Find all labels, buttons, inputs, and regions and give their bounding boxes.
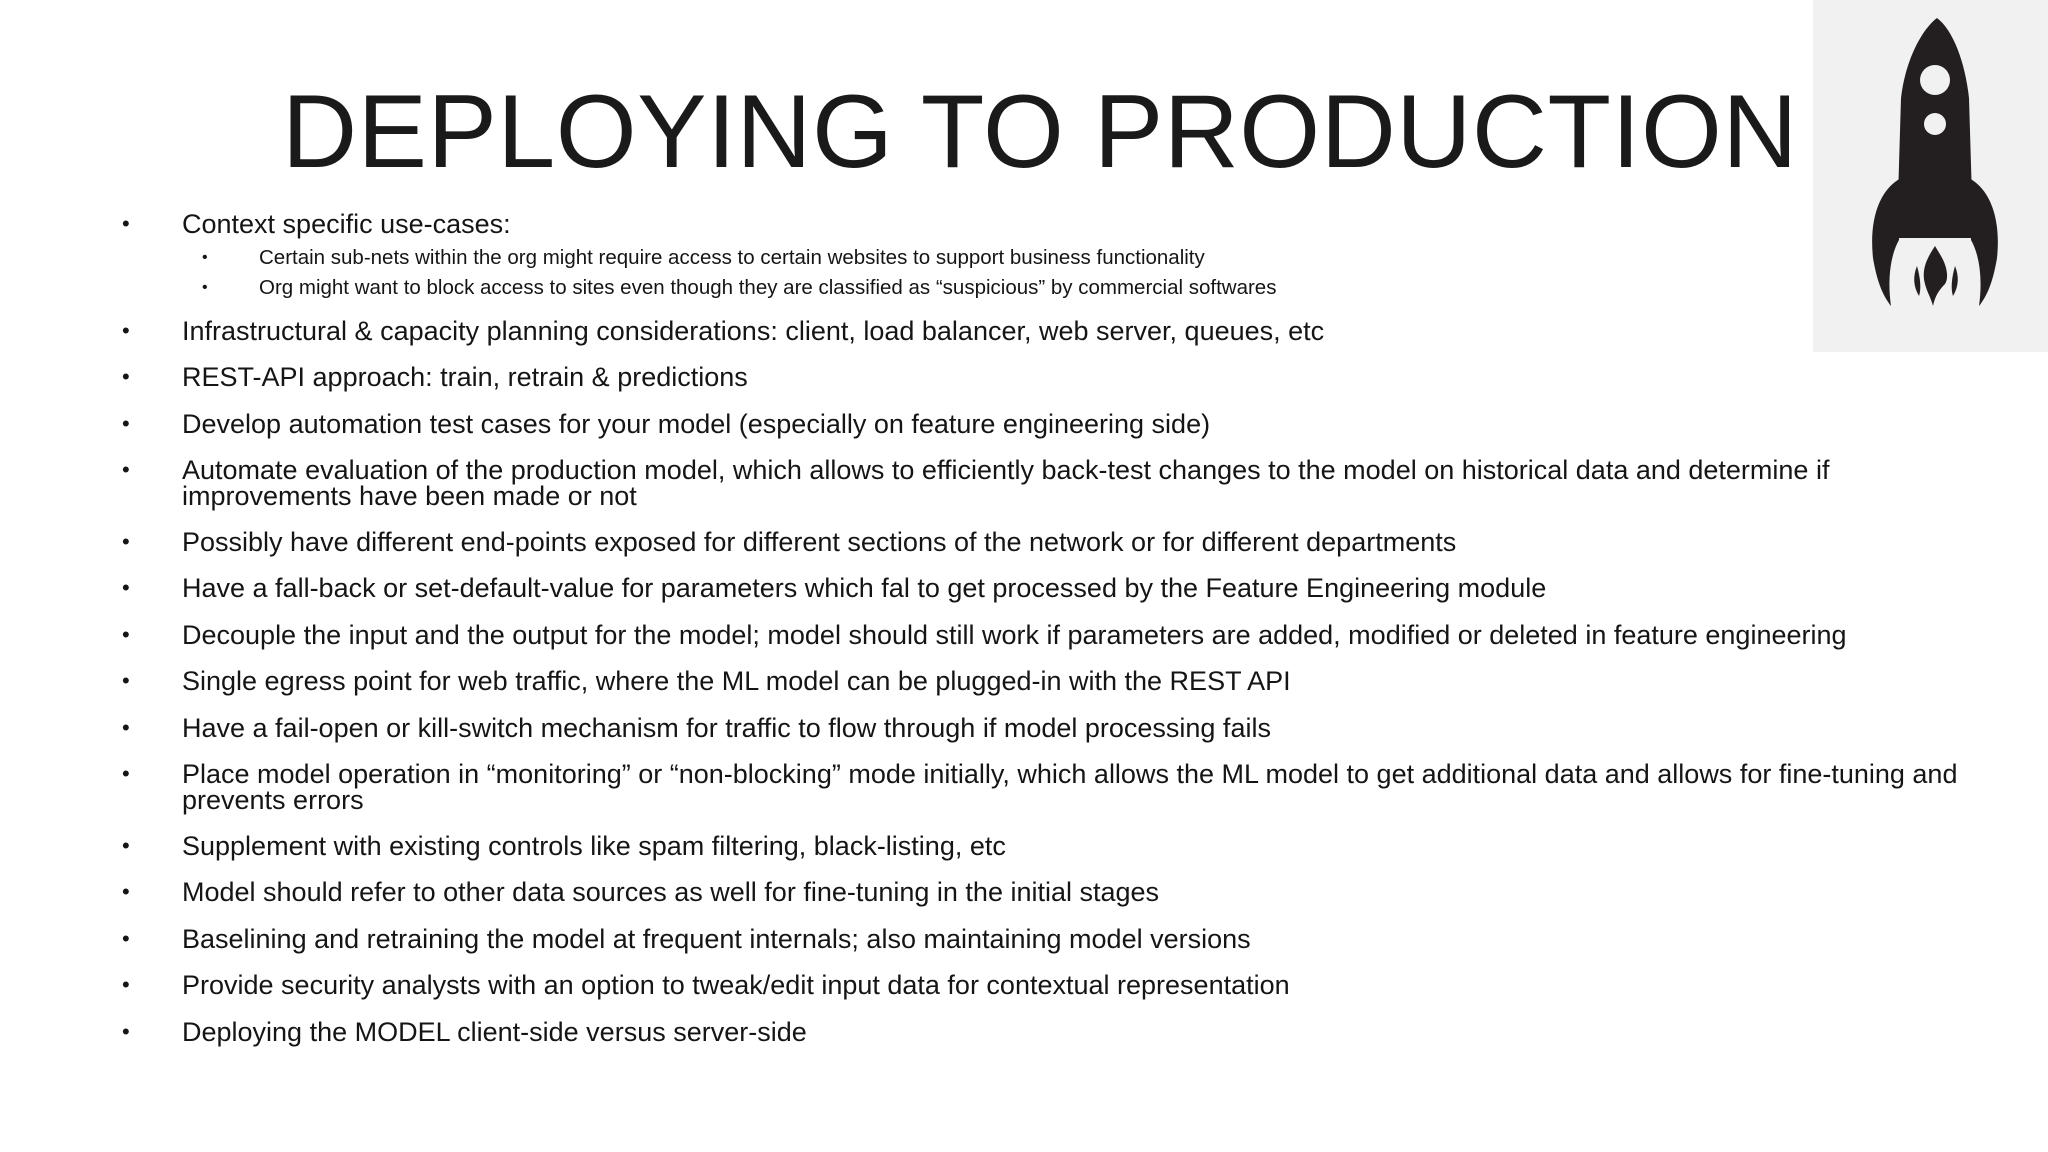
- bullet-text: Place model operation in “monitoring” or “non-blocking” mode initially, which allows the ML model to get additional data and allows for fine-tuning and prevents errors: [182, 759, 1958, 815]
- bullet-marker: •: [122, 575, 130, 600]
- bullet-text: Decouple the input and the output for the model; model should still work if parameters are added, modified or deleted in feature engineering: [182, 620, 1847, 650]
- bullet-marker: •: [122, 926, 130, 951]
- bullet-text: Single egress point for web traffic, where the ML model can be plugged-in with the REST API: [182, 666, 1291, 696]
- bullet-item: [122, 924, 1972, 954]
- bullet-item: [122, 209, 1972, 239]
- bullet-item: [122, 409, 1972, 439]
- bullet-text: Have a fall-back or set-default-value for parameters which fal to get processed by the Feature Engineering module: [182, 573, 1547, 603]
- sub-bullet-item: [202, 246, 1759, 270]
- bullet-text: Infrastructural & capacity planning considerations: client, load balancer, web server, queues, etc: [182, 316, 1325, 346]
- bullet-marker: •: [122, 211, 130, 236]
- bullet-item: [122, 620, 1972, 650]
- bullet-text: Provide security analysts with an option to tweak/edit input data for contextual representation: [182, 970, 1290, 1000]
- sub-bullet-item: [202, 276, 1759, 300]
- bullet-marker: •: [122, 972, 130, 997]
- bullet-text: Develop automation test cases for your model (especially on feature engineering side): [182, 409, 1211, 439]
- bullet-text: Baselining and retraining the model at frequent internals; also maintaining model versions: [182, 924, 1251, 954]
- bullet-item: [122, 455, 1972, 511]
- sub-bullet-text: Org might want to block access to sites even though they are classified as “suspicious” by commercial softwares: [259, 276, 1277, 299]
- bullet-text: Automate evaluation of the production model, which allows to efficiently back-test changes to the model on historical data and determine if improvements have been made or not: [182, 455, 1830, 511]
- bullet-marker: •: [122, 833, 130, 858]
- slide-title: DEPLOYING TO PRODUCTION: [282, 74, 1798, 190]
- bullet-item: [122, 831, 1972, 861]
- bullet-text: Context specific use-cases:: [182, 209, 511, 239]
- bullet-item: [122, 362, 1972, 392]
- bullet-item: [122, 573, 1972, 603]
- bullet-item: [122, 970, 1972, 1000]
- bullet-marker: •: [122, 668, 130, 693]
- bullet-marker: •: [122, 879, 130, 904]
- bullet-marker: •: [122, 622, 130, 647]
- bullet-item: [122, 877, 1972, 907]
- bullet-marker: •: [122, 364, 130, 389]
- bullet-item: [122, 527, 1972, 557]
- bullet-marker: •: [122, 318, 130, 343]
- sub-bullet-marker: •: [202, 279, 208, 296]
- bullet-item: [122, 1017, 1972, 1047]
- bullet-item: [122, 316, 1972, 346]
- bullet-marker: •: [122, 1019, 130, 1044]
- bullet-marker: •: [122, 529, 130, 554]
- bullet-text: Have a fail-open or kill-switch mechanism for traffic to flow through if model processing fails: [182, 713, 1271, 743]
- bullet-item: [122, 713, 1972, 743]
- bullet-item: [122, 759, 1972, 815]
- bullet-text: Model should refer to other data sources as well for fine-tuning in the initial stages: [182, 877, 1160, 907]
- bullet-item: [122, 666, 1972, 696]
- bullet-text: REST-API approach: train, retrain & predictions: [182, 362, 748, 392]
- sub-bullet-text: Certain sub-nets within the org might require access to certain websites to support business functionality: [259, 246, 1205, 269]
- bullet-marker: •: [122, 457, 130, 482]
- bullet-text: Possibly have different end-points exposed for different sections of the network or for different departments: [182, 527, 1457, 557]
- bullet-text: Supplement with existing controls like spam filtering, black-listing, etc: [182, 831, 1006, 861]
- bullet-text: Deploying the MODEL client-side versus server-side: [182, 1017, 807, 1047]
- sub-bullet-marker: •: [202, 249, 208, 266]
- bullet-marker: •: [122, 411, 130, 436]
- bullet-marker: •: [122, 715, 130, 740]
- bullet-marker: •: [122, 761, 130, 786]
